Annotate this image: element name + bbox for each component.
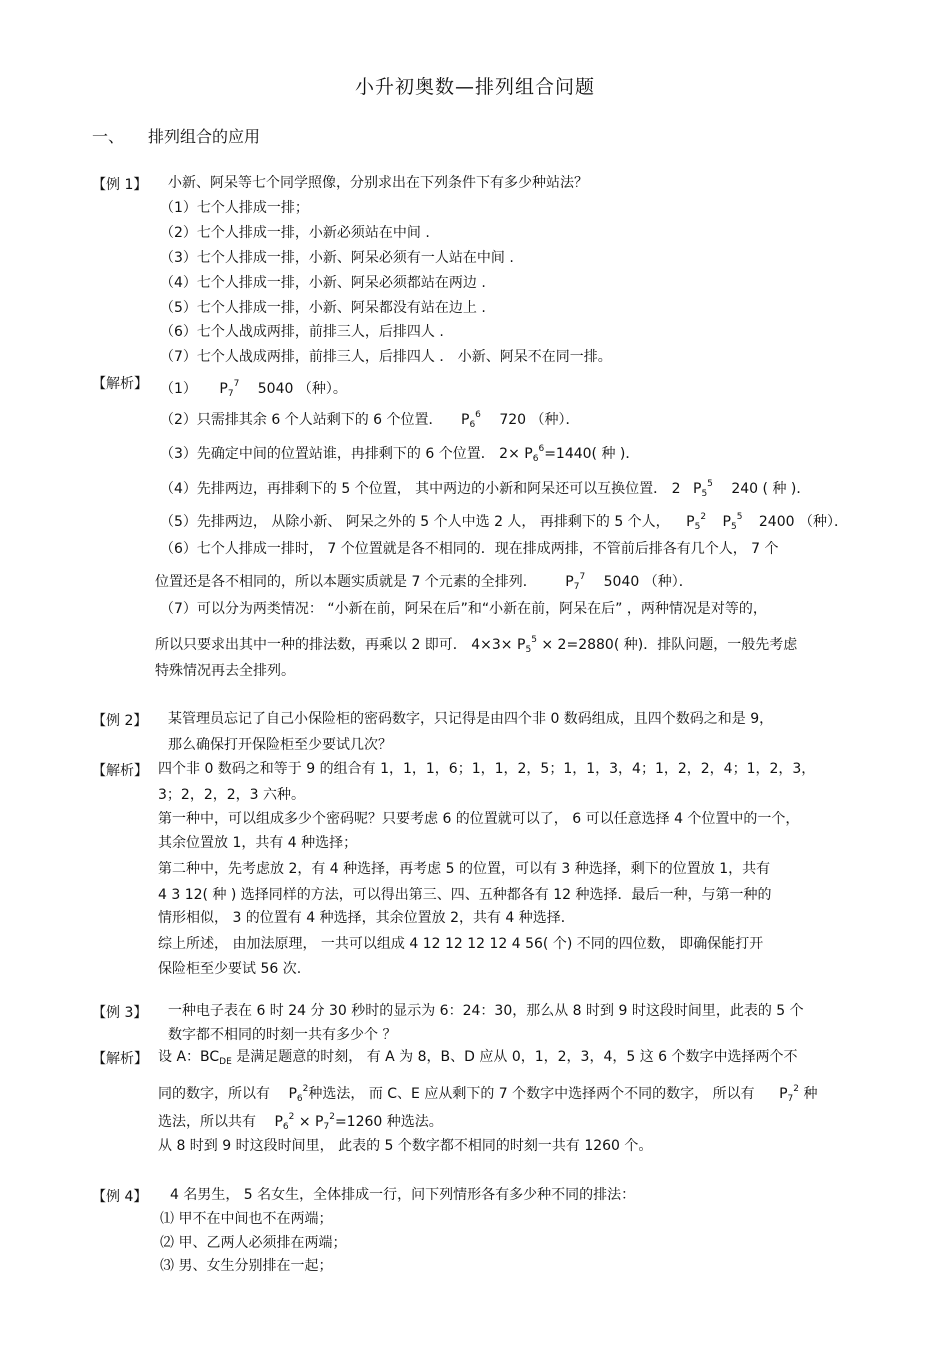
- section-heading: [92, 124, 260, 147]
- solution-2-tag: 【解析】: [92, 763, 148, 779]
- solution-line: 选法，所以共有 $P_6^2 \times P_7^2=1260$ 种选法。: [158, 1112, 443, 1132]
- permutation-symbol: $P_6^2$: [274, 1112, 295, 1132]
- solution-line: 同的数字，所以有 $P_6^2$种选法， 而 C、E 应从剩下的 7 个数字中选择两个不同的数字， 所以有 $P_7^2$ 种: [158, 1084, 818, 1104]
- solution-line: 4 3 12( 种 ) 选择同样的方法，可以得出第三、四、五种都各有 12 种选择．最后一种，与第一种的: [158, 887, 772, 903]
- solution-line: 保险柜至少要试 56 次.: [158, 961, 302, 977]
- permutation-symbol: $P_6^6$: [524, 444, 545, 464]
- solution-line: 从 8 时到 9 时这段时间里， 此表的 5 个数字都不相同的时刻一共有 1260 个。: [158, 1138, 653, 1154]
- example-4-item: ⑵ 甲、乙两人必须排在两端；: [160, 1235, 347, 1251]
- solution-line: 第二种中，先考虑放 2，有 4 种选择，再考虑 5 的位置，可以有 3 种选择，剩下的位置放 1，共有: [158, 861, 771, 877]
- solution-line: （6）七个人排成一排时， 7 个位置就是各不相同的．现在排成两排，不管前后排各有几个人， 7 个: [160, 541, 779, 557]
- example-4-tag: 【例 4】: [92, 1189, 148, 1205]
- solution-line: 四个非 0 数码之和等于 9 的组合有 1，1，1，6；1，1，2，5；1，1，3，4；1，2，2，4；1，2，3，: [158, 761, 816, 777]
- example-4-stem: 4 名男生， 5 名女生，全体排成一行，问下列情形各有多少种不同的排法：: [170, 1187, 636, 1203]
- solution-line: 3；2，2，2，3 六种。: [158, 787, 305, 803]
- permutation-symbol: $P_7^2$: [315, 1112, 335, 1132]
- solution-line: （7）可以分为两类情况： “小新在前，阿呆在后”和“小新在前，阿呆在后” ，两种情况是对等的，: [160, 601, 767, 617]
- permutation-symbol: $P_5^2$: [686, 512, 707, 532]
- permutation-symbol: $P_5^5$: [692, 479, 713, 499]
- page-title: 小升初奥数—排列组合问题: [354, 76, 595, 98]
- solution-line: （1） $P_7^7$ 5040 （种）。: [160, 379, 347, 399]
- example-1-item: （3）七个人排成一排，小新、阿呆必须有一人站在中间 .: [160, 250, 514, 266]
- solution-line: 设 A：$BC_{DE}$ 是满足题意的时刻， 有 A 为 8，B、D 应从 0，1，2，3，4，5 这 6 个数字中选择两个不: [158, 1049, 798, 1067]
- solution-line: 综上所述， 由加法原理， 一共可以组成 4 12 12 12 12 4 56( 个) 不同的四位数， 即确保能打开: [158, 936, 764, 952]
- example-1-tag: 【例 1】: [92, 177, 148, 193]
- solution-line: （2）只需排其余 6 个人站剩下的 6 个位置． $P_6^6$ 720 （种）．: [160, 410, 580, 430]
- solution-line: 第一种中，可以组成多少个密码呢？只要考虑 6 的位置就可以了， 6 可以任意选择 4 个位置中的一个，: [158, 811, 800, 827]
- example-1-item: （1）七个人排成一排；: [160, 200, 309, 216]
- example-2-line: 某管理员忘记了自己小保险柜的密码数字，只记得是由四个非 0 数码组成，且四个数码之和是 9，: [168, 711, 774, 727]
- example-2-line: 那么确保打开保险柜至少要试几次？: [168, 737, 392, 753]
- example-3-tag: 【例 3】: [92, 1005, 148, 1021]
- section-number: 一、: [92, 127, 125, 146]
- permutation-symbol: $P_5^5$: [722, 512, 743, 532]
- example-1-item: （2）七个人排成一排，小新必须站在中间 .: [160, 225, 430, 241]
- example-1-item: （4）七个人排成一排，小新、阿呆必须都站在两边 .: [160, 275, 486, 291]
- permutation-symbol: $P_7^7$: [219, 379, 240, 399]
- example-3-line: 数字都不相同的时刻一共有多少个 ？: [168, 1027, 397, 1043]
- permutation-symbol: $P_7^2$: [779, 1084, 799, 1104]
- example-2-tag: 【例 2】: [92, 713, 148, 729]
- example-1-item: （7）七个人战成两排，前排三人，后排四人 ． 小新、阿呆不在同一排。: [160, 349, 612, 365]
- example-4-item: ⑶ 男、女生分别排在一起；: [160, 1258, 333, 1274]
- permutation-symbol: $P_7^7$: [565, 572, 586, 592]
- solution-line: （5）先排两边， 从除小新、 阿呆之外的 5 个人中选 2 人， 再排剩下的 5 个人， $P_5^2$ $P_5^5$ 2400 （种）．: [160, 512, 848, 532]
- example-4-item: ⑴ 甲不在中间也不在两端；: [160, 1211, 333, 1227]
- solution-line: 位置还是各不相同的，所以本题实质就是 7 个元素的全排列． $P_7^7$ 5040 （种）．: [155, 572, 693, 592]
- example-3-line: 一种电子表在 6 时 24 分 30 秒时的显示为 6：24：30，那么从 8 时到 9 时这段时间里，此表的 5 个: [168, 1003, 804, 1019]
- solution-line: 其余位置放 1，共有 4 种选择；: [158, 835, 358, 851]
- permutation-symbol: $P_6^2$: [288, 1084, 309, 1104]
- example-1-stem: 小新、阿呆等七个同学照像，分别求出在下列条件下有多少种站法？: [168, 175, 588, 191]
- solution-line: 特殊情况再去全排列。: [155, 663, 295, 679]
- solution-line: （4）先排两边，再排剩下的 5 个位置， 其中两边的小新和阿呆还可以互换位置． 2 $P_5^5$ 240 ( 种 )．: [160, 479, 811, 499]
- solution-1-tag: 【解析】: [92, 376, 148, 392]
- solution-3-tag: 【解析】: [92, 1051, 148, 1067]
- permutation-symbol: $P_5^5$: [517, 635, 537, 655]
- example-1-item: （5）七个人排成一排，小新、阿呆都没有站在边上 .: [160, 300, 486, 316]
- section-title: 排列组合的应用: [148, 127, 261, 146]
- example-1-item: （6）七个人战成两排，前排三人，后排四人 .: [160, 324, 444, 340]
- solution-line: 所以只要求出其中一种的排法数，再乘以 2 即可． $4\times 3\times P_5^5 \times 2=2880$( 种)．排队问题，一般先考虑: [155, 635, 798, 655]
- permutation-symbol: $P_6^6$: [460, 410, 481, 430]
- solution-line: 情形相似， 3 的位置有 4 种选择，其余位置放 2，共有 4 种选择．: [158, 910, 575, 926]
- solution-line: （3）先确定中间的位置站谁，冉排剩下的 6 个位置． $2\times P_6^6=1440$( 种 )．: [160, 444, 640, 464]
